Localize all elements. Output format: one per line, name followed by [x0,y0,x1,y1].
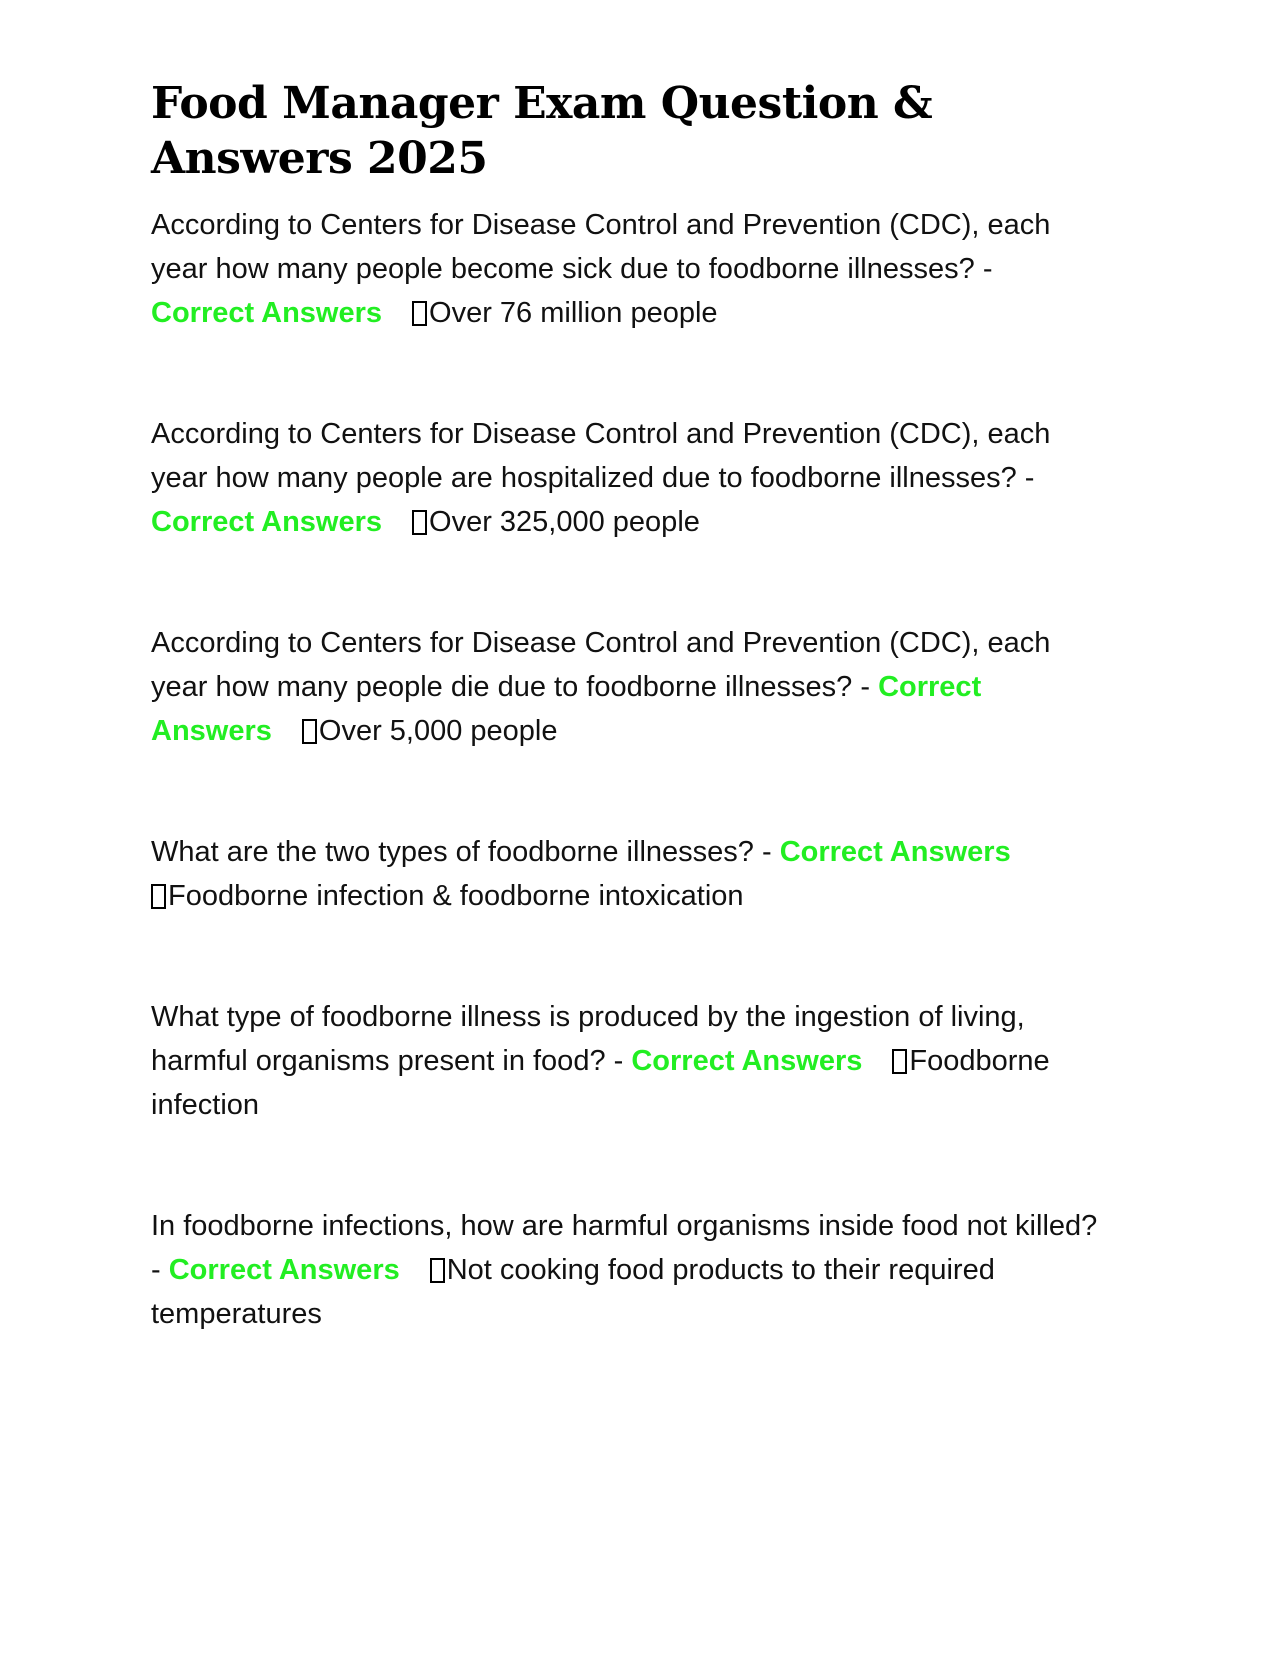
question-text: According to Centers for Disease Control and Prevention (CDC), each year how many people die due to foodborne illnesses? [151,627,1051,703]
separator: - [852,671,879,703]
correct-answers-label: Correct Answers [631,1045,863,1077]
question-text: In foodborne infections, how are harmful organisms inside food not killed? [151,1210,1098,1242]
missing-glyph-box-icon [892,1049,907,1074]
missing-glyph-box-icon [430,1258,445,1283]
answer-text: Over 5,000 people [318,715,558,747]
question-text: What type of foodborne illness is produced by the ingestion of living, harmful organisms present in food? [151,1001,1025,1077]
separator: - [974,253,993,285]
question-text: What are the two types of foodborne illnesses? [151,836,754,868]
correct-answers-label: Correct Answers [151,297,383,329]
document-page [151,76,1101,1413]
question-text: According to Centers for Disease Control and Prevention (CDC), each year how many people are hospitalized due to foodborne illnesses? [151,418,1051,494]
separator: - [605,1045,632,1077]
qa-item [151,995,1101,1127]
answer-text: Over 325,000 people [429,506,700,538]
answer-text: Foodborne infection & foodborne intoxication [168,880,744,912]
separator: - [151,1254,169,1286]
missing-glyph-box-icon [412,301,427,326]
qa-item [151,412,1101,544]
correct-answers-label: Correct Answers [151,506,383,538]
missing-glyph-box-icon [302,719,317,744]
qa-item [151,1204,1101,1336]
answer-text: Not cooking food products to their required temperatures [151,1254,995,1330]
missing-glyph-box-icon [412,510,427,535]
answer-text: Foodborne infection [151,1045,1050,1121]
correct-answers-label: Correct Answers [779,836,1011,868]
qa-item [151,830,1101,918]
qa-item [151,203,1101,335]
question-text: According to Centers for Disease Control and Prevention (CDC), each year how many people become sick due to foodborne illnesses? [151,209,1051,285]
correct-answers-label: Correct Answers [168,1254,400,1286]
answer-text: Over 76 million people [429,297,718,329]
correct-answers-label: Correct Answers [151,671,982,747]
separator: - [1016,462,1035,494]
document-title: Food Manager Exam Question & Answers 2025 [151,78,933,184]
qa-item [151,621,1101,753]
separator: - [753,836,780,868]
missing-glyph-box-icon [151,884,166,909]
